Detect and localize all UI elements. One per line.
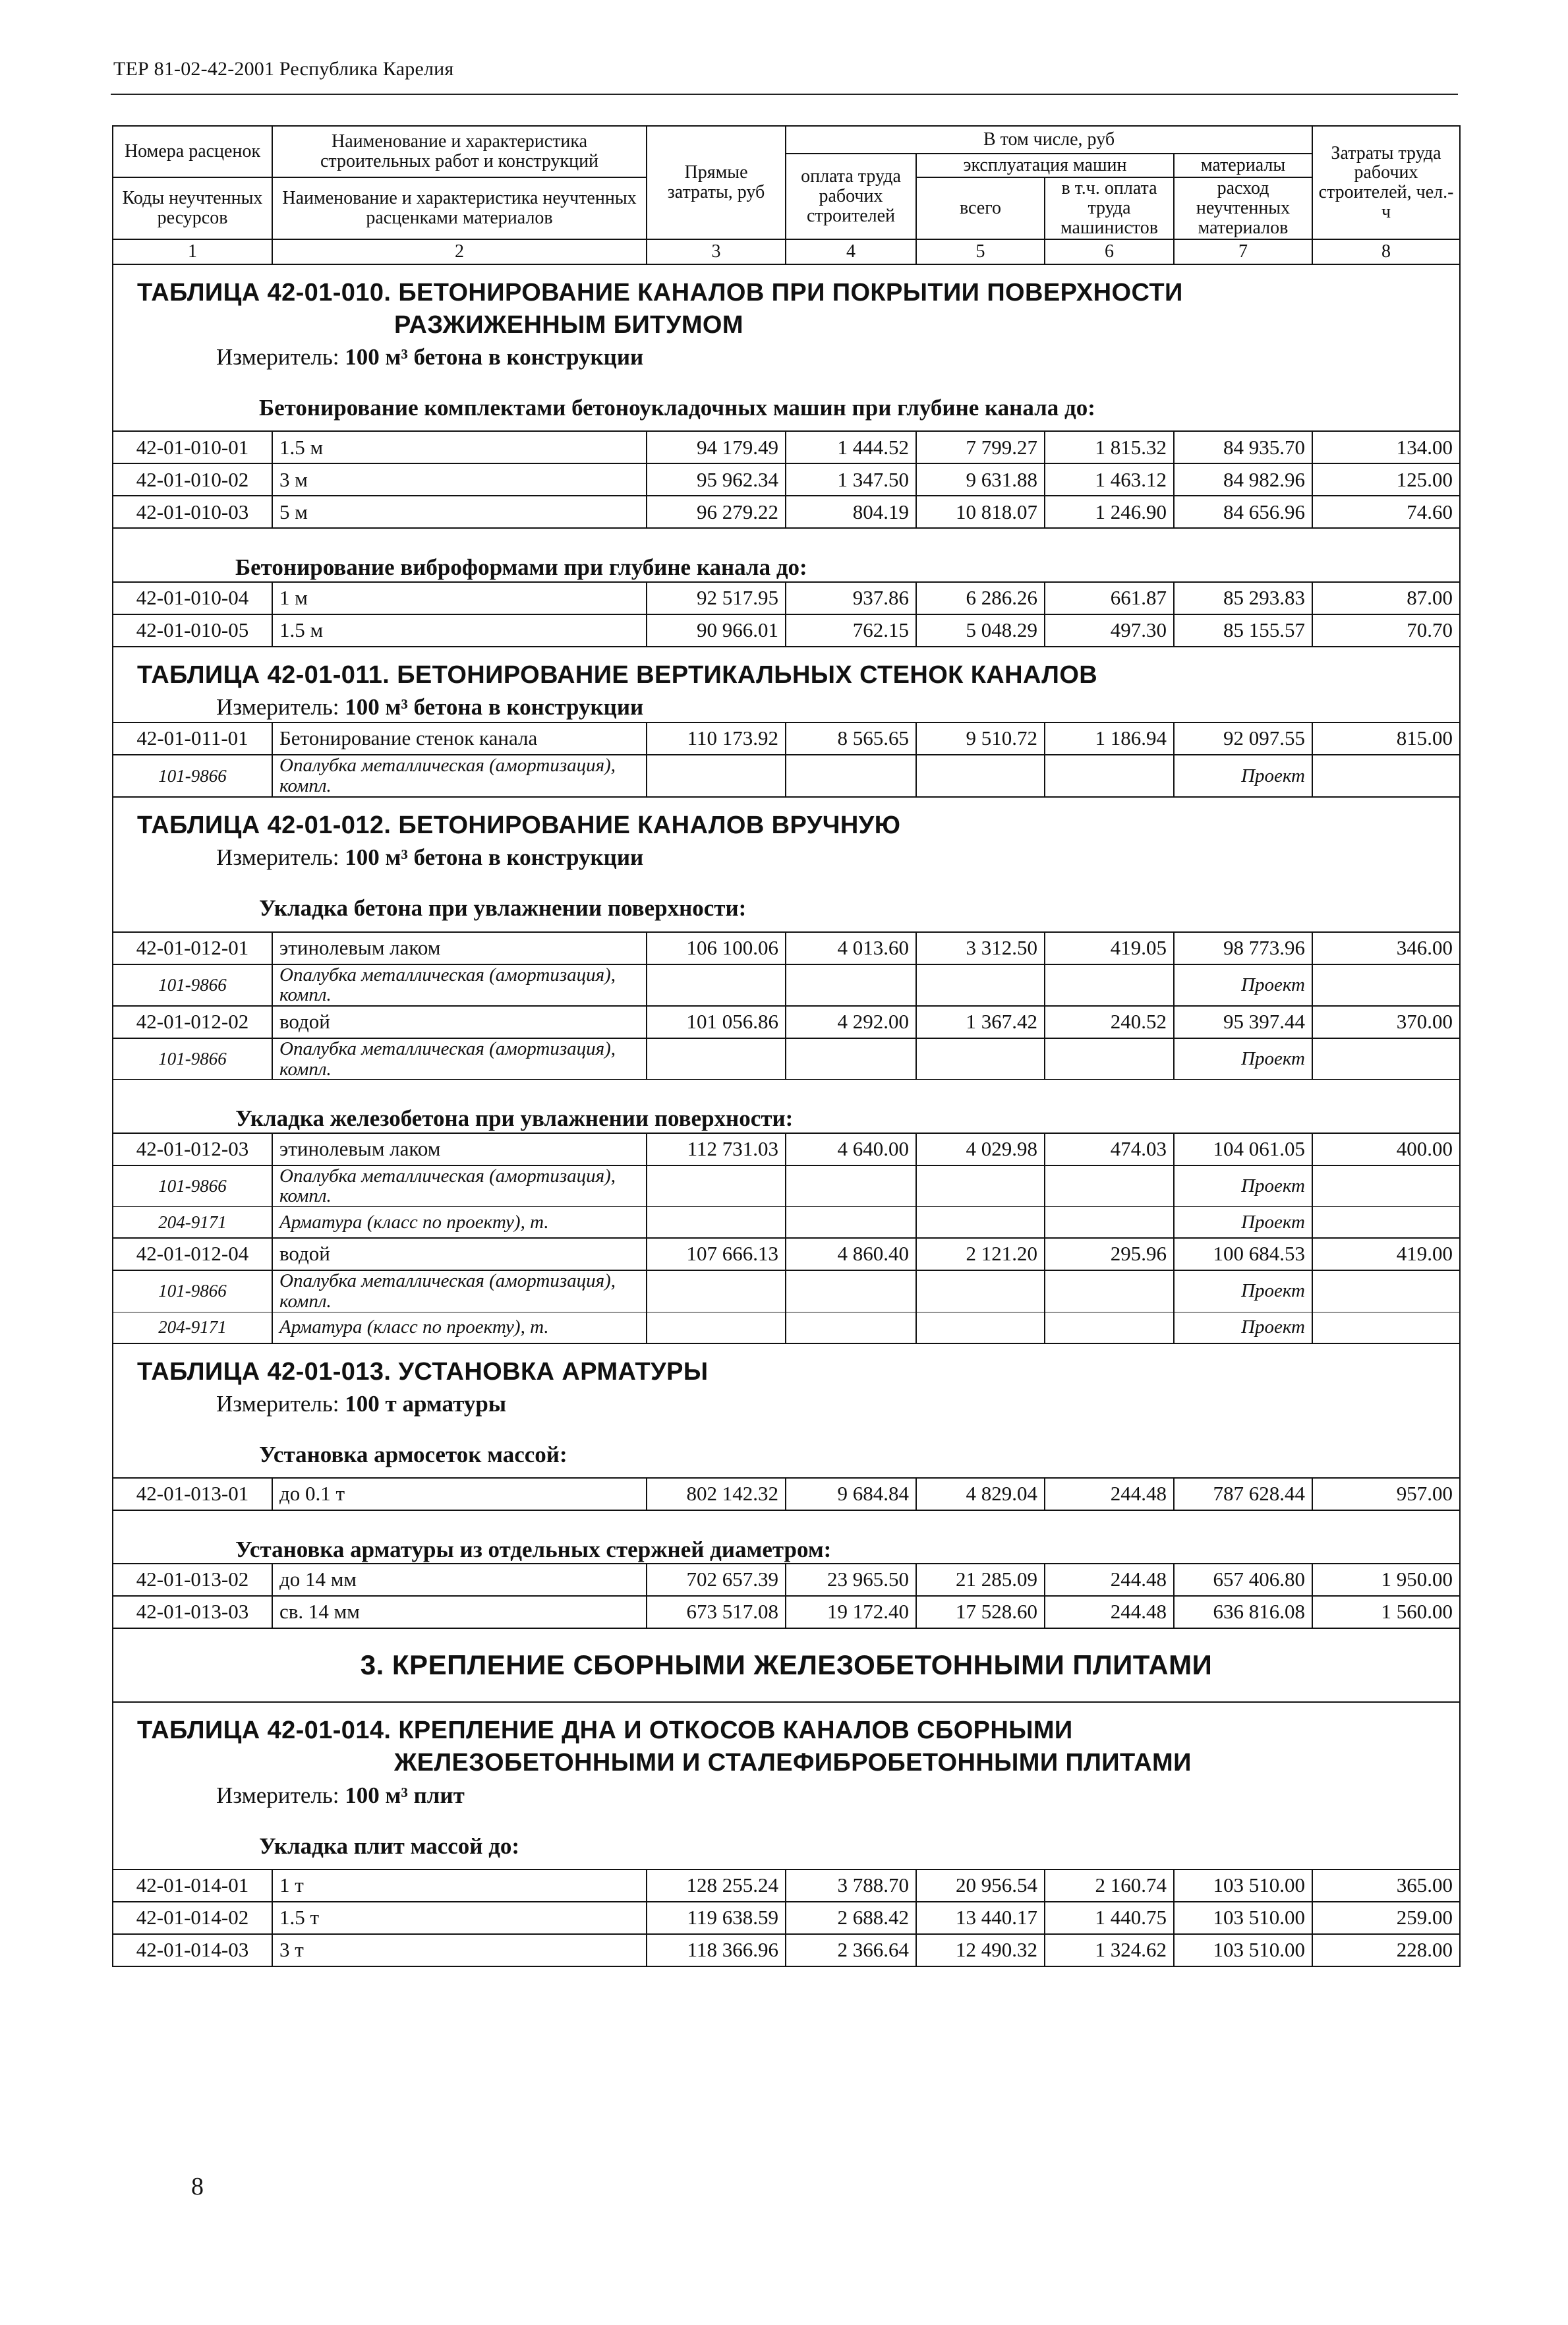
header-labor-pay: оплата труда рабочих строителей	[786, 154, 916, 239]
rate-name: до 0.1 т	[272, 1478, 647, 1510]
labor-pay: 23 965.50	[786, 1564, 916, 1596]
resource-name: Арматура (класс по проекту), т.	[272, 1207, 647, 1239]
rate-name: 1 т	[272, 1869, 647, 1902]
labor-hours: 1 560.00	[1312, 1596, 1460, 1628]
machines-total: 6 286.26	[916, 582, 1045, 614]
header-machinist-pay: в т.ч. оплата труда машинистов	[1045, 177, 1174, 239]
rate-name: водой	[272, 1006, 647, 1038]
table-012-subheading-1: Укладка бетона при увлажнении поверхности:	[259, 895, 747, 922]
rate-code: 42-01-013-02	[113, 1564, 272, 1596]
resource-name: Арматура (класс по проекту), т.	[272, 1312, 647, 1343]
resource-code: 101-9866	[113, 1038, 272, 1080]
resource-code: 101-9866	[113, 1270, 272, 1312]
labor-pay: 3 788.70	[786, 1869, 916, 1902]
col-num: 2	[272, 239, 647, 264]
resource-qty: Проект	[1174, 1207, 1312, 1239]
rate-name: 1.5 м	[272, 614, 647, 647]
machinist-pay: 295.96	[1045, 1238, 1174, 1270]
table-010-heading	[113, 264, 1460, 431]
labor-hours: 346.00	[1312, 932, 1460, 964]
labor-hours: 134.00	[1312, 431, 1460, 463]
resource-qty: Проект	[1174, 755, 1312, 796]
machines-total: 13 440.17	[916, 1902, 1045, 1934]
machines-total: 4 829.04	[916, 1478, 1045, 1510]
table-013-title: ТАБЛИЦА 42-01-013. УСТАНОВКА АРМАТУРЫ	[137, 1357, 709, 1386]
labor-pay: 937.86	[786, 582, 916, 614]
direct-cost: 673 517.08	[647, 1596, 786, 1628]
machines-total: 3 312.50	[916, 932, 1045, 964]
resource-qty: Проект	[1174, 1312, 1312, 1343]
rate-name: 5 м	[272, 496, 647, 528]
table-row	[113, 722, 1460, 755]
resource-name: Опалубка металлическая (амортизация), компл.	[272, 1270, 647, 1312]
machinist-pay: 1 463.12	[1045, 463, 1174, 496]
rate-name: водой	[272, 1238, 647, 1270]
resource-qty: Проект	[1174, 1165, 1312, 1207]
machinist-pay: 244.48	[1045, 1478, 1174, 1510]
machines-total: 21 285.09	[916, 1564, 1045, 1596]
col-num: 1	[113, 239, 272, 264]
rate-code: 42-01-014-01	[113, 1869, 272, 1902]
table-010-subheading-1: Бетонирование комплектами бетоноукладочных машин при глубине канала до:	[259, 395, 1095, 421]
rate-code: 42-01-012-02	[113, 1006, 272, 1038]
table-row	[113, 1564, 1460, 1596]
direct-cost: 106 100.06	[647, 932, 786, 964]
materials: 636 816.08	[1174, 1596, 1312, 1628]
machines-total: 5 048.29	[916, 614, 1045, 647]
resource-code: 204-9171	[113, 1207, 272, 1239]
direct-cost: 90 966.01	[647, 614, 786, 647]
table-row	[113, 582, 1460, 614]
rate-code: 42-01-010-04	[113, 582, 272, 614]
rate-name: 3 т	[272, 1934, 647, 1966]
table-014-subheading-1: Укладка плит массой до:	[259, 1833, 520, 1859]
machines-total: 10 818.07	[916, 496, 1045, 528]
labor-hours: 419.00	[1312, 1238, 1460, 1270]
labor-pay: 2 366.64	[786, 1934, 916, 1966]
table-010-measure: 100 м³ бетона в конструкции	[345, 344, 644, 370]
table-013-subheading-2: Установка арматуры из отдельных стержней диаметром:	[113, 1510, 1460, 1564]
materials: 84 982.96	[1174, 463, 1312, 496]
resource-row	[113, 1312, 1460, 1343]
resource-qty: Проект	[1174, 964, 1312, 1006]
machinist-pay: 661.87	[1045, 582, 1174, 614]
direct-cost: 118 366.96	[647, 1934, 786, 1966]
header-materials: материалы	[1174, 154, 1312, 177]
rate-code: 42-01-010-05	[113, 614, 272, 647]
labor-pay: 8 565.65	[786, 722, 916, 755]
labor-pay: 4 013.60	[786, 932, 916, 964]
labor-pay: 1 444.52	[786, 431, 916, 463]
table-014-measure: 100 м³ плит	[345, 1782, 465, 1808]
header-machines: эксплуатация машин	[916, 154, 1174, 177]
resource-name: Опалубка металлическая (амортизация), компл.	[272, 964, 647, 1006]
rate-code: 42-01-012-04	[113, 1238, 272, 1270]
resource-row	[113, 1270, 1460, 1312]
machines-total: 1 367.42	[916, 1006, 1045, 1038]
measure-label: Измеритель:	[216, 1391, 339, 1417]
rate-code: 42-01-010-02	[113, 463, 272, 496]
labor-hours: 125.00	[1312, 463, 1460, 496]
table-row	[113, 614, 1460, 647]
header-machines-total: всего	[916, 177, 1045, 239]
labor-pay: 4 292.00	[786, 1006, 916, 1038]
table-013-measure: 100 т арматуры	[345, 1391, 507, 1417]
rate-name: этинолевым лаком	[272, 932, 647, 964]
table-010-subheading-2: Бетонирование виброформами при глубине канала до:	[113, 528, 1460, 581]
machinist-pay: 497.30	[1045, 614, 1174, 647]
direct-cost: 94 179.49	[647, 431, 786, 463]
table-014-heading	[113, 1702, 1460, 1869]
header-direct-costs: Прямые затраты, руб	[647, 126, 786, 239]
materials: 84 656.96	[1174, 496, 1312, 528]
direct-cost: 96 279.22	[647, 496, 786, 528]
table-row	[113, 1006, 1460, 1038]
rate-name: этинолевым лаком	[272, 1133, 647, 1165]
rate-name: 3 м	[272, 463, 647, 496]
machinist-pay: 419.05	[1045, 932, 1174, 964]
resource-row	[113, 1207, 1460, 1239]
header-c1-bottom: Коды неучтенных ресурсов	[113, 177, 272, 239]
table-013-heading	[113, 1343, 1460, 1479]
direct-cost: 802 142.32	[647, 1478, 786, 1510]
machines-total: 9 510.72	[916, 722, 1045, 755]
table-012-subheading-2: Укладка железобетона при увлажнении поверхности:	[113, 1080, 1460, 1133]
materials: 657 406.80	[1174, 1564, 1312, 1596]
table-row	[113, 431, 1460, 463]
table-row	[113, 1478, 1460, 1510]
rate-code: 42-01-011-01	[113, 722, 272, 755]
resource-code: 101-9866	[113, 755, 272, 796]
resource-row	[113, 1165, 1460, 1207]
rate-name: 1 м	[272, 582, 647, 614]
materials: 103 510.00	[1174, 1902, 1312, 1934]
resource-code: 101-9866	[113, 964, 272, 1006]
direct-cost: 112 731.03	[647, 1133, 786, 1165]
machinist-pay: 474.03	[1045, 1133, 1174, 1165]
measure-label: Измеритель:	[216, 344, 339, 370]
table-row	[113, 1869, 1460, 1902]
table-row	[113, 496, 1460, 528]
table-012-measure: 100 м³ бетона в конструкции	[345, 844, 644, 871]
machinist-pay: 244.48	[1045, 1596, 1174, 1628]
labor-pay: 2 688.42	[786, 1902, 916, 1934]
machines-total: 12 490.32	[916, 1934, 1045, 1966]
labor-pay: 19 172.40	[786, 1596, 916, 1628]
machinist-pay: 1 186.94	[1045, 722, 1174, 755]
direct-cost: 119 638.59	[647, 1902, 786, 1934]
materials: 95 397.44	[1174, 1006, 1312, 1038]
resource-row	[113, 1038, 1460, 1080]
machinist-pay: 240.52	[1045, 1006, 1174, 1038]
header-c2-bottom: Наименование и характеристика неучтенных расценками материалов	[272, 177, 647, 239]
machinist-pay: 1 815.32	[1045, 431, 1174, 463]
rate-code: 42-01-010-01	[113, 431, 272, 463]
resource-name: Опалубка металлическая (амортизация), компл.	[272, 755, 647, 796]
rate-code: 42-01-012-03	[113, 1133, 272, 1165]
labor-hours: 74.60	[1312, 496, 1460, 528]
direct-cost: 107 666.13	[647, 1238, 786, 1270]
running-head-rule	[111, 94, 1458, 95]
rate-code: 42-01-013-01	[113, 1478, 272, 1510]
measure-label: Измеритель:	[216, 1782, 339, 1808]
header-labor-hours: Затраты труда рабочих строителей, чел.-ч	[1312, 126, 1460, 239]
table-row	[113, 1596, 1460, 1628]
labor-hours: 87.00	[1312, 582, 1460, 614]
materials: 92 097.55	[1174, 722, 1312, 755]
rate-name: Бетонирование стенок канала	[272, 722, 647, 755]
labor-hours: 957.00	[1312, 1478, 1460, 1510]
materials: 98 773.96	[1174, 932, 1312, 964]
header-c2-top: Наименование и характеристика строительных работ и конструкций	[272, 126, 647, 177]
resource-qty: Проект	[1174, 1270, 1312, 1312]
machines-total: 2 121.20	[916, 1238, 1045, 1270]
machinist-pay: 2 160.74	[1045, 1869, 1174, 1902]
table-010-title-cont: РАЗЖИЖЕННЫМ БИТУМОМ	[394, 310, 743, 339]
table-011-title: ТАБЛИЦА 42-01-011. БЕТОНИРОВАНИЕ ВЕРТИКАЛЬНЫХ СТЕНОК КАНАЛОВ	[137, 661, 1098, 689]
table-row	[113, 1238, 1460, 1270]
machinist-pay: 1 324.62	[1045, 1934, 1174, 1966]
labor-pay: 804.19	[786, 496, 916, 528]
machines-total: 17 528.60	[916, 1596, 1045, 1628]
labor-hours: 400.00	[1312, 1133, 1460, 1165]
section-3-heading: 3. КРЕПЛЕНИЕ СБОРНЫМИ ЖЕЛЕЗОБЕТОННЫМИ ПЛИТАМИ	[113, 1628, 1460, 1702]
labor-pay: 1 347.50	[786, 463, 916, 496]
labor-hours: 1 950.00	[1312, 1564, 1460, 1596]
measure-label: Измеритель:	[216, 694, 339, 721]
materials: 85 155.57	[1174, 614, 1312, 647]
table-010-title: ТАБЛИЦА 42-01-010. БЕТОНИРОВАНИЕ КАНАЛОВ ПРИ ПОКРЫТИИ ПОВЕРХНОСТИ	[137, 279, 1183, 307]
rate-name: св. 14 мм	[272, 1596, 647, 1628]
page-number: 8	[191, 2173, 204, 2200]
table-row	[113, 463, 1460, 496]
table-row	[113, 1133, 1460, 1165]
materials: 103 510.00	[1174, 1934, 1312, 1966]
machinist-pay: 1 246.90	[1045, 496, 1174, 528]
materials: 787 628.44	[1174, 1478, 1312, 1510]
resource-qty: Проект	[1174, 1038, 1312, 1080]
header-group: В том числе, руб	[786, 126, 1312, 154]
col-num: 3	[647, 239, 786, 264]
resource-name: Опалубка металлическая (амортизация), компл.	[272, 1038, 647, 1080]
header-unaccounted-materials: расход неучтенных материалов	[1174, 177, 1312, 239]
materials: 84 935.70	[1174, 431, 1312, 463]
materials: 104 061.05	[1174, 1133, 1312, 1165]
measure-label: Измеритель:	[216, 844, 339, 871]
labor-pay: 4 860.40	[786, 1238, 916, 1270]
machines-total: 7 799.27	[916, 431, 1045, 463]
table-row	[113, 1902, 1460, 1934]
resource-name: Опалубка металлическая (амортизация), компл.	[272, 1165, 647, 1207]
rate-code: 42-01-010-03	[113, 496, 272, 528]
rate-code: 42-01-014-02	[113, 1902, 272, 1934]
direct-cost: 92 517.95	[647, 582, 786, 614]
table-011-heading	[113, 647, 1460, 723]
price-table	[112, 125, 1461, 1967]
machines-total: 20 956.54	[916, 1869, 1045, 1902]
rate-name: 1.5 т	[272, 1902, 647, 1934]
labor-hours: 815.00	[1312, 722, 1460, 755]
machines-total: 4 029.98	[916, 1133, 1045, 1165]
header-c1-top: Номера расценок	[113, 126, 272, 177]
col-num: 7	[1174, 239, 1312, 264]
resource-code: 204-9171	[113, 1312, 272, 1343]
col-num: 8	[1312, 239, 1460, 264]
direct-cost: 702 657.39	[647, 1564, 786, 1596]
labor-pay: 4 640.00	[786, 1133, 916, 1165]
direct-cost: 95 962.34	[647, 463, 786, 496]
table-013-subheading-1: Установка армосеток массой:	[259, 1442, 567, 1468]
table-012-heading	[113, 797, 1460, 932]
resource-code: 101-9866	[113, 1165, 272, 1207]
rate-code: 42-01-012-01	[113, 932, 272, 964]
machinist-pay: 1 440.75	[1045, 1902, 1174, 1934]
running-head: ТЕР 81-02-42-2001 Республика Карелия	[113, 58, 454, 80]
rate-code: 42-01-013-03	[113, 1596, 272, 1628]
machinist-pay: 244.48	[1045, 1564, 1174, 1596]
labor-hours: 259.00	[1312, 1902, 1460, 1934]
labor-hours: 365.00	[1312, 1869, 1460, 1902]
labor-hours: 70.70	[1312, 614, 1460, 647]
table-012-title: ТАБЛИЦА 42-01-012. БЕТОНИРОВАНИЕ КАНАЛОВ ВРУЧНУЮ	[137, 811, 901, 839]
table-014-title-cont: ЖЕЛЕЗОБЕТОННЫМИ И СТАЛЕФИБРОБЕТОННЫМИ ПЛИТАМИ	[394, 1749, 1192, 1777]
column-numbers	[113, 239, 1460, 264]
rate-name: до 14 мм	[272, 1564, 647, 1596]
col-num: 6	[1045, 239, 1174, 264]
labor-pay: 9 684.84	[786, 1478, 916, 1510]
labor-pay: 762.15	[786, 614, 916, 647]
resource-row	[113, 755, 1460, 796]
machines-total: 9 631.88	[916, 463, 1045, 496]
table-011-measure: 100 м³ бетона в конструкции	[345, 694, 644, 721]
labor-hours: 228.00	[1312, 1934, 1460, 1966]
rate-name: 1.5 м	[272, 431, 647, 463]
table-row	[113, 932, 1460, 964]
labor-hours: 370.00	[1312, 1006, 1460, 1038]
resource-row	[113, 964, 1460, 1006]
rate-code: 42-01-014-03	[113, 1934, 272, 1966]
direct-cost: 128 255.24	[647, 1869, 786, 1902]
table-014-title: ТАБЛИЦА 42-01-014. КРЕПЛЕНИЕ ДНА И ОТКОСОВ КАНАЛОВ СБОРНЫМИ	[137, 1717, 1073, 1745]
materials: 103 510.00	[1174, 1869, 1312, 1902]
table-row	[113, 1934, 1460, 1966]
materials: 100 684.53	[1174, 1238, 1312, 1270]
materials: 85 293.83	[1174, 582, 1312, 614]
col-num: 4	[786, 239, 916, 264]
direct-cost: 101 056.86	[647, 1006, 786, 1038]
col-num: 5	[916, 239, 1045, 264]
direct-cost: 110 173.92	[647, 722, 786, 755]
